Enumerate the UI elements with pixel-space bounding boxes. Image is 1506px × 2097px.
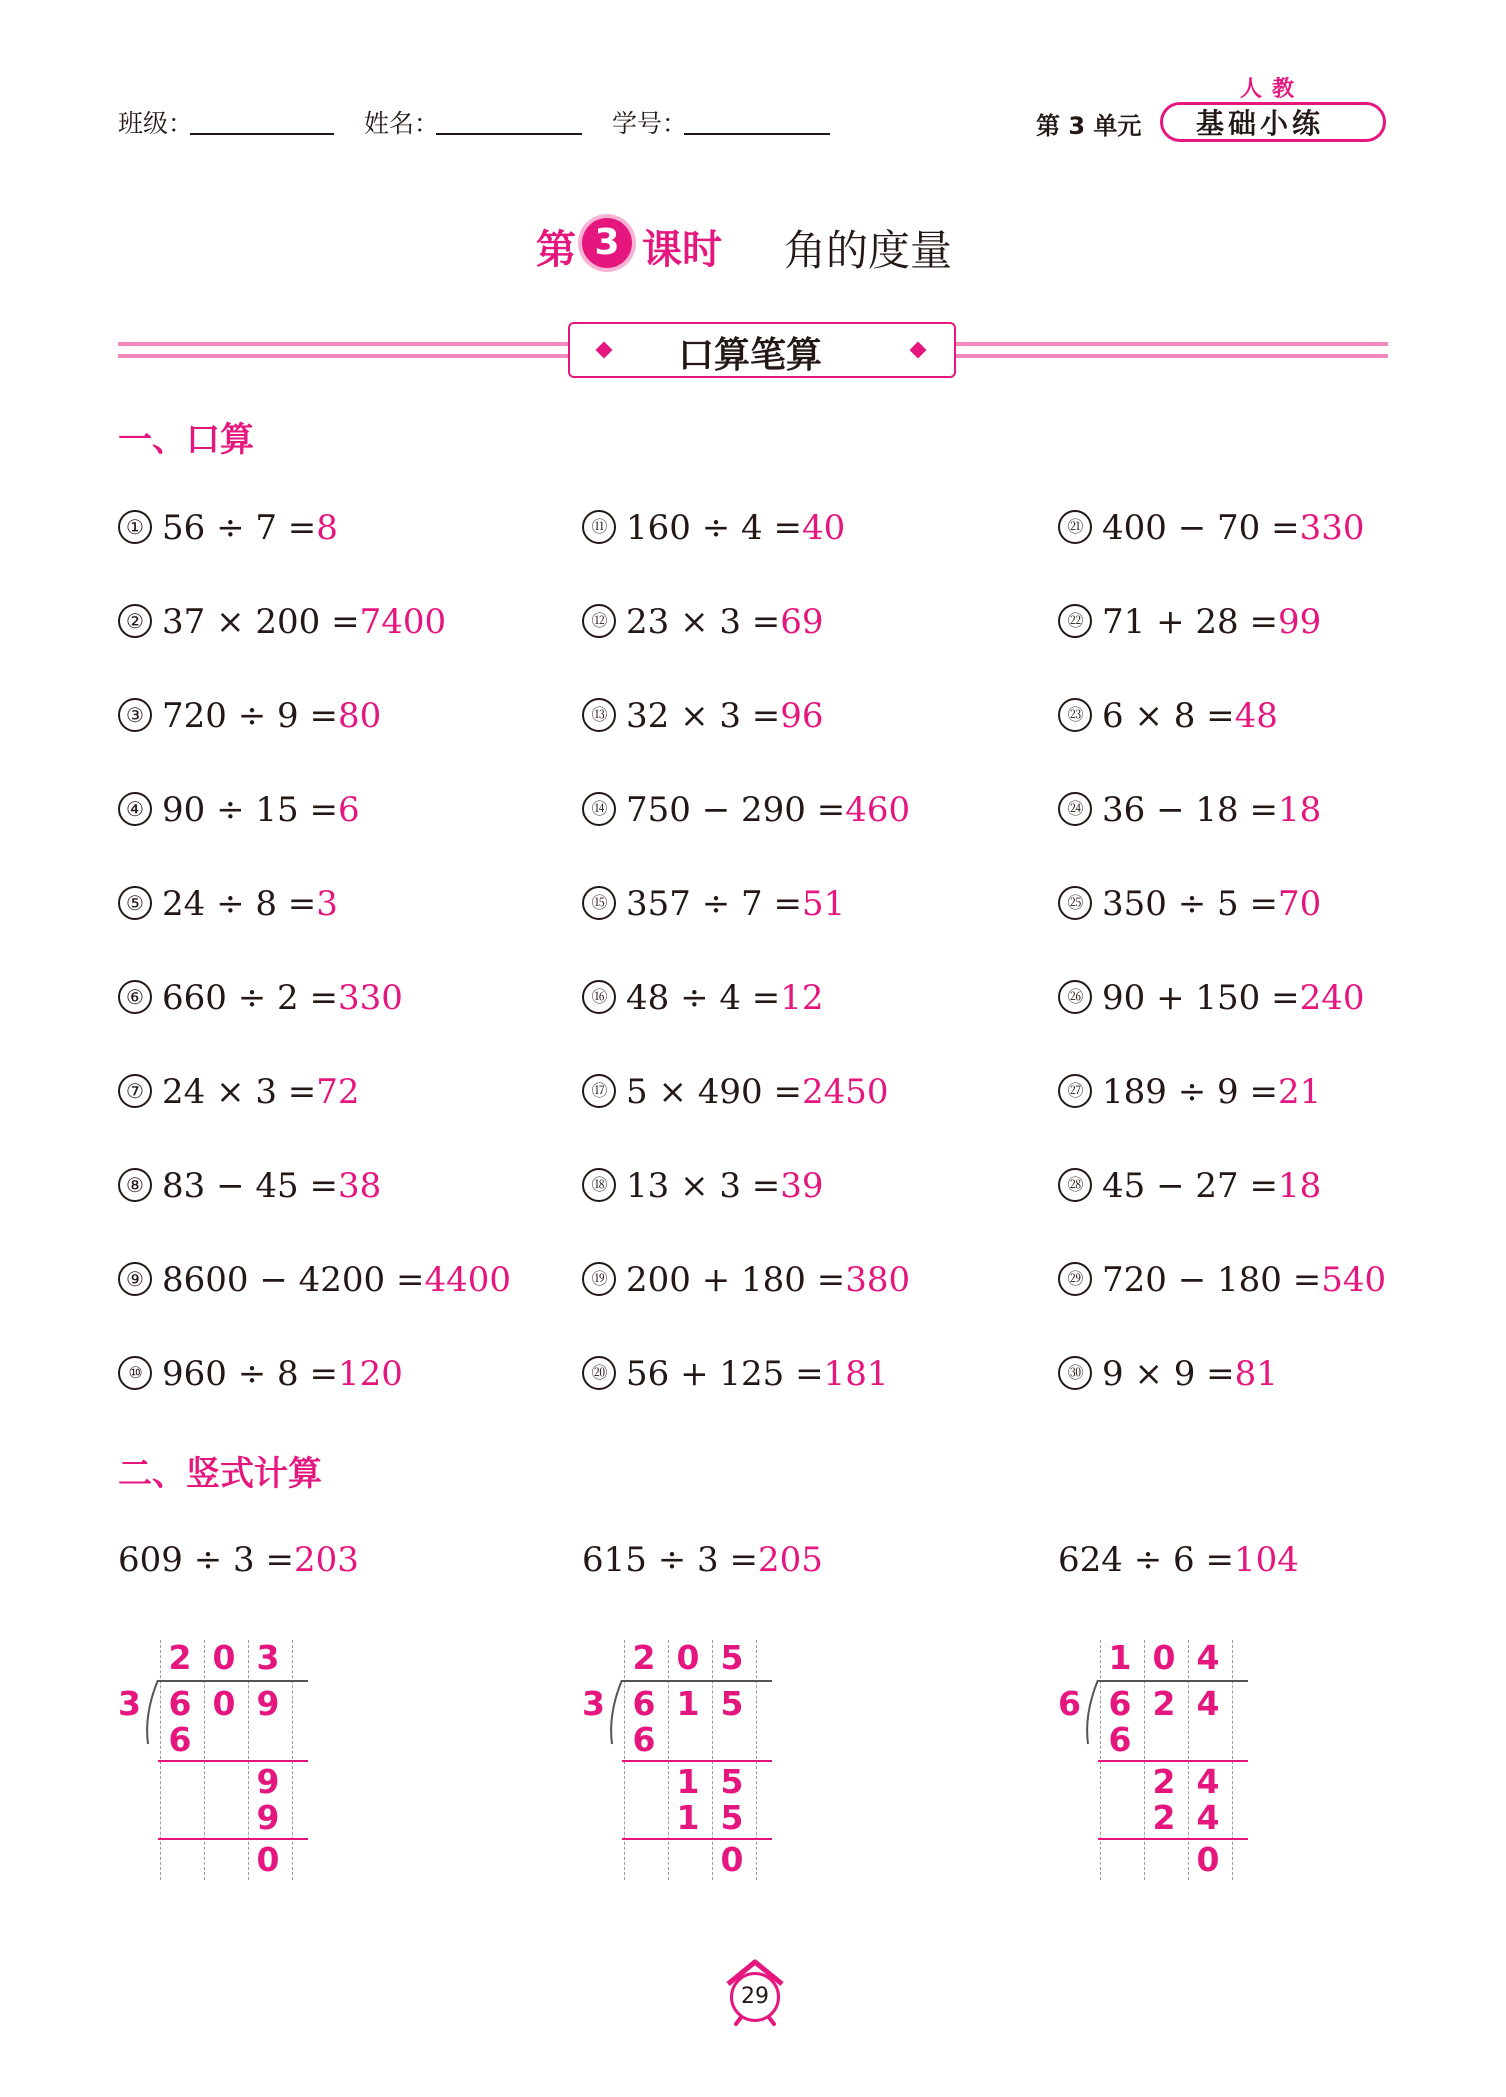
banner-box [568,322,956,378]
problem-question: 189 ÷ 9 = [1102,1072,1278,1112]
problem-answer: 18 [1277,1166,1322,1206]
class-label: 班级： [118,109,194,138]
problem-question: 8600 − 4200 = [162,1260,425,1300]
sub1-digit: 6 [168,1720,192,1759]
oral-problem [1058,1166,1321,1206]
problem-number: ⑳ [582,1356,616,1390]
divisor: 6 [1058,1684,1081,1723]
quotient-digit: 0 [212,1638,236,1677]
division-question: 615 ÷ 3 = [582,1540,758,1580]
problem-question: 71 + 28 = [1102,602,1278,642]
rem1-digit: 9 [256,1762,280,1801]
problem-answer: 80 [337,696,382,736]
problem-number: ⑨ [118,1262,152,1296]
oral-problem [582,1260,910,1300]
dividend-digit: 2 [1152,1684,1176,1723]
banner-diamond-right [910,342,927,359]
problem-answer: 2450 [801,1072,889,1112]
problem-question: 960 ÷ 8 = [162,1354,338,1394]
section-vertical-title: 二、竖式计算 [118,1454,322,1494]
sub2-digit: 1 [676,1798,700,1837]
oral-problem [1058,508,1364,548]
oral-problem [582,1354,888,1394]
problem-answer: 4400 [424,1260,511,1300]
oral-problem [118,696,381,736]
banner-diamond-left [596,342,613,359]
problem-question: 13 × 3 = [626,1166,781,1206]
problem-answer: 460 [845,790,911,830]
section-oral-title: 一、口算 [118,420,254,460]
oral-problem [118,1260,511,1300]
problem-question: 90 + 150 = [1102,978,1300,1018]
problem-question: 45 − 27 = [1102,1166,1278,1206]
final-digit: 0 [256,1840,280,1879]
quotient-digit: 4 [1196,1638,1220,1677]
oral-problem [1058,978,1364,1018]
rem1-digit: 1 [676,1762,700,1801]
rem1-digit: 2 [1152,1762,1176,1801]
oral-problem [118,790,360,830]
oral-problem [582,884,845,924]
dividend-digit: 6 [1108,1684,1132,1723]
division-bar [158,1760,308,1762]
division-answer: 205 [757,1540,823,1580]
problem-question: 350 ÷ 5 = [1102,884,1278,924]
name-blank[interactable] [436,133,582,135]
problem-answer: 240 [1299,978,1365,1018]
problem-answer: 70 [1277,884,1322,924]
oral-problem [582,790,910,830]
problem-number: ㉑ [1058,510,1092,544]
oral-problem [118,978,403,1018]
problem-answer: 3 [316,884,338,924]
id-label: 学号： [612,109,688,138]
problem-question: 160 ÷ 4 = [626,508,802,548]
problem-number: ㉚ [1058,1356,1092,1390]
dividend-digit: 6 [168,1684,192,1723]
oral-problem [118,1354,403,1394]
lesson-number: 3 [582,218,632,268]
name-label: 姓名： [364,109,440,138]
problem-answer: 8 [316,508,338,548]
lesson-title: 角的度量 [784,226,953,275]
division-answer: 104 [1233,1540,1299,1580]
division-question: 624 ÷ 6 = [1058,1540,1234,1580]
quotient-digit: 2 [168,1638,192,1677]
problem-answer: 540 [1321,1260,1387,1300]
division-bar [158,1838,308,1840]
problem-question: 90 ÷ 15 = [162,790,338,830]
division-bar [622,1838,772,1840]
problem-question: 56 + 125 = [626,1354,824,1394]
problem-answer: 48 [1234,696,1278,736]
division-bar [622,1680,772,1682]
sub1-digit: 6 [632,1720,656,1759]
division-bar [158,1680,308,1682]
problem-question: 660 ÷ 2 = [162,978,338,1018]
page-footer [720,1956,790,2026]
oral-problem [582,508,845,548]
problem-question: 24 × 3 = [162,1072,317,1112]
dividend-digit: 5 [720,1684,744,1723]
dividend-digit: 4 [1196,1684,1220,1723]
problem-number: ㉒ [1058,604,1092,638]
division-equation [582,1540,823,1580]
problem-question: 9 × 9 = [1102,1354,1235,1394]
lesson-suffix: 课时 [642,227,722,273]
problem-question: 6 × 8 = [1102,696,1235,736]
problem-answer: 18 [1277,790,1322,830]
problem-number: ㉖ [1058,980,1092,1014]
division-equation [1058,1540,1299,1580]
problem-question: 750 − 290 = [626,790,846,830]
oral-problem [118,602,446,642]
problem-answer: 51 [801,884,846,924]
final-digit: 0 [720,1840,744,1879]
lesson-heading [536,214,996,274]
problem-question: 400 − 70 = [1102,508,1300,548]
problem-question: 5 × 490 = [626,1072,802,1112]
problem-question: 36 − 18 = [1102,790,1278,830]
problem-number: ③ [118,698,152,732]
unit-label: 第 3 单元 [1036,112,1142,140]
problem-question: 720 − 180 = [1102,1260,1322,1300]
oral-problem [1058,884,1321,924]
dividend-digit: 1 [676,1684,700,1723]
problem-answer: 330 [337,978,403,1018]
problem-question: 56 ÷ 7 = [162,508,317,548]
problem-number: ㉘ [1058,1168,1092,1202]
header [0,0,1506,150]
final-digit: 0 [1196,1840,1220,1879]
problem-number: ⑥ [118,980,152,1014]
rem1-digit: 4 [1196,1762,1220,1801]
oral-problem [1058,602,1321,642]
problem-question: 24 ÷ 8 = [162,884,317,924]
problem-answer: 40 [801,508,846,548]
dividend-digit: 9 [256,1684,280,1723]
rem1-digit: 5 [720,1762,744,1801]
problem-number: ⑭ [582,792,616,826]
problem-question: 83 − 45 = [162,1166,338,1206]
problem-number: ㉙ [1058,1262,1092,1296]
quotient-digit: 3 [256,1638,280,1677]
oral-problem [582,1166,824,1206]
brand-name: 基础小练 [1196,107,1325,140]
problem-number: ㉗ [1058,1074,1092,1108]
sub2-digit: 9 [256,1798,280,1837]
dividend-digit: 0 [212,1684,236,1723]
problem-number: ⑩ [118,1356,152,1390]
divisor: 3 [582,1684,605,1723]
oral-problem [118,1072,360,1112]
problem-answer: 81 [1234,1354,1278,1394]
oral-problem [1058,790,1321,830]
problem-number: ⑤ [118,886,152,920]
sub2-digit: 4 [1196,1798,1220,1837]
problem-question: 32 × 3 = [626,696,781,736]
problem-answer: 12 [780,978,824,1018]
sub1-digit: 6 [1108,1720,1132,1759]
problem-answer: 96 [780,696,824,736]
oral-problem [118,884,338,924]
problem-answer: 99 [1277,602,1322,642]
problem-answer: 120 [337,1354,403,1394]
class-blank[interactable] [190,133,334,135]
problem-answer: 39 [780,1166,824,1206]
problem-question: 48 ÷ 4 = [626,978,781,1018]
divisor: 3 [118,1684,141,1723]
problem-number: ⑦ [118,1074,152,1108]
problem-answer: 6 [337,790,360,830]
problem-number: ① [118,510,152,544]
problem-number: ② [118,604,152,638]
division-equation [118,1540,359,1580]
problem-number: ⑯ [582,980,616,1014]
problem-number: ㉕ [1058,886,1092,920]
problem-number: ⑰ [582,1074,616,1108]
problem-answer: 7400 [359,602,447,642]
oral-problem [582,602,824,642]
problem-answer: 38 [337,1166,382,1206]
division-question: 609 ÷ 3 = [118,1540,294,1580]
id-blank[interactable] [684,133,830,135]
quotient-digit: 0 [1152,1638,1176,1677]
problem-answer: 21 [1277,1072,1322,1112]
oral-problem [582,1072,888,1112]
problem-question: 37 × 200 = [162,602,360,642]
page-number: 29 [730,1972,780,2022]
oral-problem [118,1166,381,1206]
problem-answer: 72 [316,1072,360,1112]
problem-answer: 69 [780,602,824,642]
quotient-digit: 0 [676,1638,700,1677]
oral-problem [1058,1072,1321,1112]
brand-top: 人教 [1240,77,1305,102]
banner-title: 口算笔算 [678,335,823,376]
problem-answer: 181 [823,1354,889,1394]
lesson-prefix: 第 [536,227,576,273]
problem-answer: 380 [845,1260,911,1300]
problem-number: ㉓ [1058,698,1092,732]
problem-number: ⑫ [582,604,616,638]
problem-number: ⑲ [582,1262,616,1296]
oral-problem [1058,1260,1386,1300]
problem-number: ⑮ [582,886,616,920]
oral-problem [1058,696,1278,736]
problem-answer: 330 [1299,508,1365,548]
problem-number: ⑱ [582,1168,616,1202]
problem-question: 23 × 3 = [626,602,781,642]
division-bar [1098,1838,1248,1840]
oral-problem [582,978,824,1018]
problem-question: 357 ÷ 7 = [626,884,802,924]
problem-number: ⑬ [582,698,616,732]
oral-problem [118,508,338,548]
division-answer: 203 [293,1540,359,1580]
quotient-digit: 5 [720,1638,744,1677]
problem-number: ㉔ [1058,792,1092,826]
dividend-digit: 6 [632,1684,656,1723]
problem-question: 720 ÷ 9 = [162,696,338,736]
oral-problem [582,696,824,736]
oral-problem [1058,1354,1278,1394]
sub2-digit: 5 [720,1798,744,1837]
problem-number: ⑪ [582,510,616,544]
problem-question: 200 + 180 = [626,1260,846,1300]
quotient-digit: 2 [632,1638,656,1677]
division-bar [1098,1680,1248,1682]
problem-number: ④ [118,792,152,826]
problem-number: ⑧ [118,1168,152,1202]
quotient-digit: 1 [1108,1638,1132,1677]
sub2-digit: 2 [1152,1798,1176,1837]
